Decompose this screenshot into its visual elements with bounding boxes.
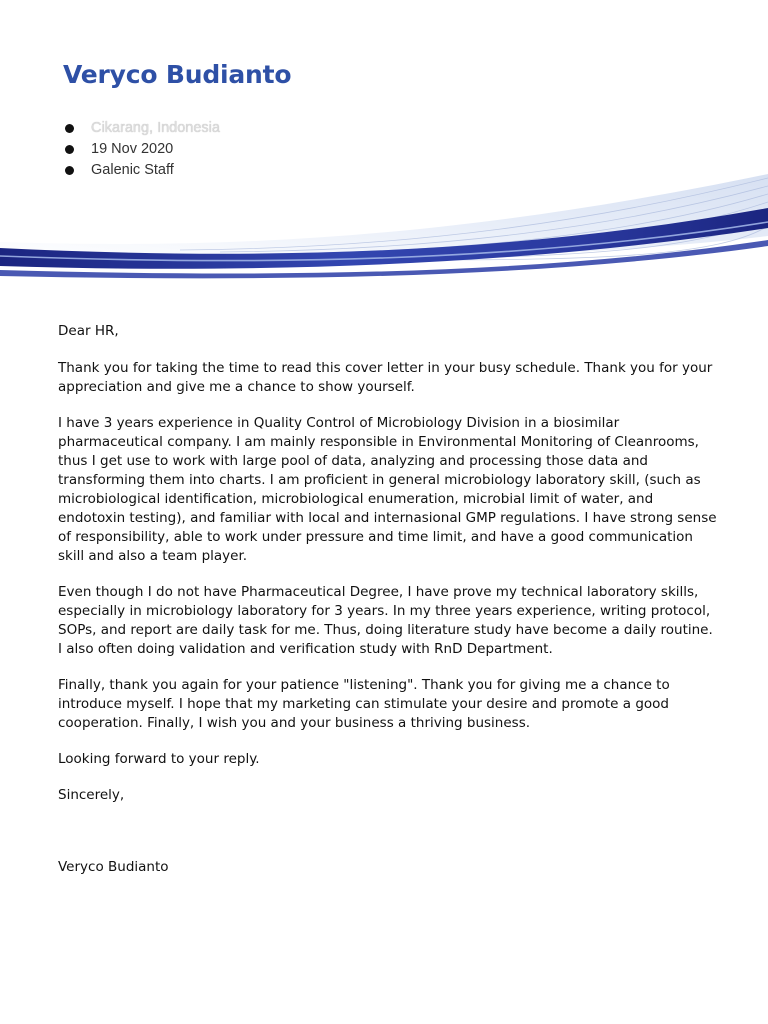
paragraph-experience: I have 3 years experience in Quality Control of Microbiology Division in a biosimilar pharmaceutical company. I am mainly responsible in Environmental Monitoring of Cleanrooms, thus I get use to work with large pool of data, analyzing and processing those data and transforming them into charts. I am proficient in general microbiology laboratory skill, (such as microbiological identification, microbiological enumeration, microbial limit of water, and endotoxin testing), and familiar with local and internasional GMP regulations. I have strong sense of responsibility, able to work under pressure and time limit, and have a good communication skill and also a team player.	[58, 415, 717, 564]
bullet-icon	[65, 124, 74, 133]
decorative-wave-banner	[0, 170, 768, 282]
paragraph-thanks: Finally, thank you again for your patience "listening". Thank you for giving me a chance to introduce myself. I hope that my marketing can stimulate your desire and promote a good cooperation. Finally, I wish you and your business a thriving business.	[58, 677, 670, 731]
paragraph-intro: Thank you for taking the time to read this cover letter in your busy schedule. Thank you for your appreciation and give me a chance to show yourself.	[58, 360, 713, 395]
position-text: Galenic Staff	[91, 162, 174, 178]
detail-location	[64, 118, 220, 139]
closing: Sincerely,	[58, 787, 125, 803]
paragraph-reply: Looking forward to your reply.	[58, 751, 260, 767]
location-text: Cikarang, Indonesia	[91, 120, 220, 136]
applicant-name: Veryco Budianto	[63, 60, 292, 89]
paragraph-skills: Even though I do not have Pharmaceutical Degree, I have prove my technical laboratory skills, especially in microbiology laboratory for 3 years. In my three years experience, writing protocol, SOPs, and report are daily task for me. Thus, doing literature study have become a daily routine. I also often doing validation and verification study with RnD Department.	[58, 584, 713, 657]
greeting: Dear HR,	[58, 323, 119, 339]
date-text: 19 Nov 2020	[91, 141, 174, 157]
detail-date	[64, 139, 220, 160]
bullet-icon	[65, 145, 74, 154]
letter-body	[58, 322, 718, 894]
signature-name: Veryco Budianto	[58, 859, 169, 875]
